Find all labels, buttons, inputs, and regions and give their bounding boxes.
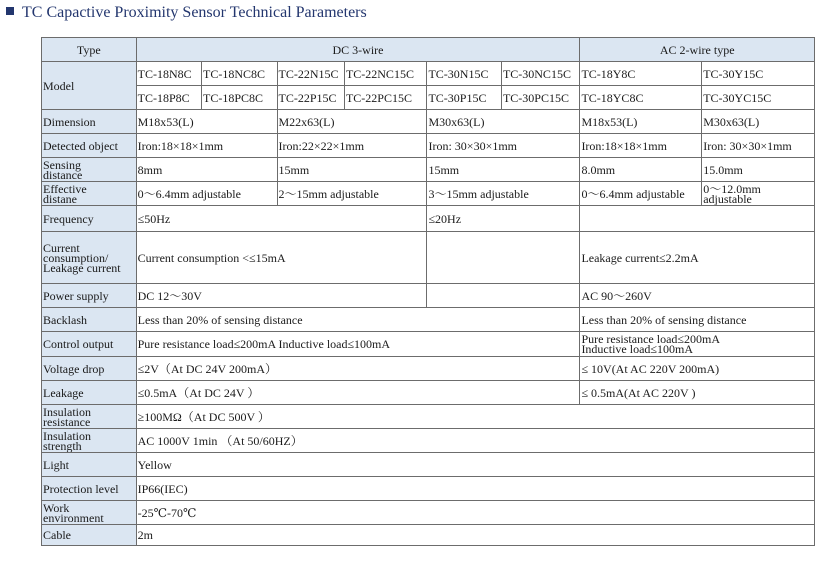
label-line: Insulation bbox=[43, 428, 91, 443]
current-row bbox=[42, 232, 815, 284]
label-line: Leakage current bbox=[43, 260, 121, 275]
insulation-resistance-label bbox=[42, 405, 137, 429]
power-supply-dc: DC 12～30V bbox=[136, 284, 427, 308]
model-row-1 bbox=[42, 62, 815, 86]
insulation-strength-row bbox=[42, 429, 815, 453]
model-cell: TC-30PC15C bbox=[501, 86, 580, 110]
effective-distance-row bbox=[42, 182, 815, 206]
backlash-row bbox=[42, 308, 815, 332]
header-row bbox=[42, 38, 815, 62]
frequency-value-ac bbox=[580, 206, 815, 232]
voltage-drop-ac: ≤ 10V(At AC 220V 200mA) bbox=[580, 357, 815, 381]
model-cell: TC-18N8C bbox=[136, 62, 201, 86]
dimension-row bbox=[42, 110, 815, 134]
detected-object-value: Iron: 30×30×1mm bbox=[702, 134, 815, 158]
light-label: Light bbox=[42, 453, 137, 477]
dimension-label: Dimension bbox=[42, 110, 137, 134]
ac-header: AC 2-wire type bbox=[580, 38, 815, 62]
dimension-value: M18x53(L) bbox=[136, 110, 277, 134]
current-ac-value: Leakage current≤2.2mA bbox=[580, 232, 815, 284]
light-row bbox=[42, 453, 815, 477]
protection-level-row bbox=[42, 477, 815, 501]
power-supply-ac: AC 90～260V bbox=[580, 284, 815, 308]
model-cell: TC-22P15C bbox=[277, 86, 344, 110]
model-cell: TC-30N15C bbox=[427, 62, 501, 86]
label-line: Sensing bbox=[43, 157, 82, 172]
type-header: Type bbox=[42, 38, 137, 62]
power-supply-dc-empty bbox=[427, 284, 580, 308]
effective-distance-value: 0～6.4mm adjustable bbox=[580, 182, 702, 206]
sensing-distance-value: 8mm bbox=[136, 158, 277, 182]
cable-value: 2m bbox=[136, 525, 814, 546]
model-cell: TC-30YC15C bbox=[702, 86, 815, 110]
effective-distance-label bbox=[42, 182, 137, 206]
protection-level-label: Protection level bbox=[42, 477, 137, 501]
control-output-dc: Pure resistance load≤200mA Inductive load≤100mA bbox=[136, 332, 580, 357]
sensing-distance-value: 15mm bbox=[427, 158, 580, 182]
insulation-strength-value: AC 1000V 1min （At 50/60HZ） bbox=[136, 429, 814, 453]
voltage-drop-dc: ≤2V（At DC 24V 200mA） bbox=[136, 357, 580, 381]
leakage-dc: ≤0.5mA（At DC 24V ） bbox=[136, 381, 580, 405]
title-text: TC Capactive Proximity Sensor Technical Parameters bbox=[22, 4, 367, 21]
detected-object-label: Detected object bbox=[42, 134, 137, 158]
model-cell: TC-30NC15C bbox=[501, 62, 580, 86]
label-line: distance bbox=[43, 167, 83, 182]
voltage-drop-row bbox=[42, 357, 815, 381]
model-cell: TC-18P8C bbox=[136, 86, 201, 110]
insulation-strength-label bbox=[42, 429, 137, 453]
voltage-drop-label: Voltage drop bbox=[42, 357, 137, 381]
dimension-value: M30x63(L) bbox=[427, 110, 580, 134]
model-cell: TC-30P15C bbox=[427, 86, 501, 110]
label-line: Current bbox=[43, 240, 80, 255]
dimension-value: M18x53(L) bbox=[580, 110, 702, 134]
sensing-distance-value: 8.0mm bbox=[580, 158, 702, 182]
power-supply-label: Power supply bbox=[42, 284, 137, 308]
backlash-dc: Less than 20% of sensing distance bbox=[136, 308, 580, 332]
current-dc-empty bbox=[427, 232, 580, 284]
spec-table bbox=[41, 37, 815, 546]
square-bullet-icon bbox=[6, 7, 14, 15]
protection-level-value: IP66(IEC) bbox=[136, 477, 814, 501]
value-line: Inductive load≤100mA bbox=[581, 342, 693, 356]
model-cell: TC-18YC8C bbox=[580, 86, 702, 110]
label-line: distane bbox=[43, 191, 77, 206]
control-output-label: Control output bbox=[42, 332, 137, 357]
work-environment-value: -25℃-70℃ bbox=[136, 501, 814, 525]
leakage-ac: ≤ 0.5mA(At AC 220V ) bbox=[580, 381, 815, 405]
model-label: Model bbox=[42, 62, 137, 110]
dimension-value: M30x63(L) bbox=[702, 110, 815, 134]
dc-header: DC 3-wire bbox=[136, 38, 580, 62]
effective-distance-value: 3～15mm adjustable bbox=[427, 182, 580, 206]
frequency-label: Frequency bbox=[42, 206, 137, 232]
work-environment-label bbox=[42, 501, 137, 525]
label-line: Work bbox=[43, 500, 70, 515]
sensing-distance-label bbox=[42, 158, 137, 182]
effective-distance-value bbox=[702, 182, 815, 206]
backlash-label: Backlash bbox=[42, 308, 137, 332]
model-cell: TC-22N15C bbox=[277, 62, 344, 86]
model-cell: TC-22NC15C bbox=[344, 62, 427, 86]
model-cell: TC-18Y8C bbox=[580, 62, 702, 86]
detected-object-row bbox=[42, 134, 815, 158]
detected-object-value: Iron:18×18×1mm bbox=[136, 134, 277, 158]
work-environment-row bbox=[42, 501, 815, 525]
label-line: Insulation bbox=[43, 404, 91, 419]
page-title bbox=[6, 3, 367, 23]
sensing-distance-row bbox=[42, 158, 815, 182]
label-line: strength bbox=[43, 438, 82, 453]
label-line: consumption/ bbox=[43, 250, 109, 265]
value-line: Pure resistance load≤200mA bbox=[581, 332, 720, 346]
frequency-value: ≤20Hz bbox=[427, 206, 580, 232]
cable-row bbox=[42, 525, 815, 546]
model-cell: TC-22PC15C bbox=[344, 86, 427, 110]
leakage-row bbox=[42, 381, 815, 405]
light-value: Yellow bbox=[136, 453, 814, 477]
insulation-resistance-value: ≥100MΩ（At DC 500V ） bbox=[136, 405, 814, 429]
model-cell: TC-18NC8C bbox=[202, 62, 277, 86]
value-line: 0～12.0mm bbox=[703, 181, 761, 196]
sensing-distance-value: 15mm bbox=[277, 158, 427, 182]
insulation-resistance-row bbox=[42, 405, 815, 429]
power-supply-row bbox=[42, 284, 815, 308]
label-line: resistance bbox=[43, 414, 91, 429]
model-row-2 bbox=[42, 86, 815, 110]
effective-distance-value: 2～15mm adjustable bbox=[277, 182, 427, 206]
detected-object-value: Iron:18×18×1mm bbox=[580, 134, 702, 158]
model-cell: TC-30Y15C bbox=[702, 62, 815, 86]
label-line: Effective bbox=[43, 181, 87, 196]
detected-object-value: Iron:22×22×1mm bbox=[277, 134, 427, 158]
model-cell: TC-18PC8C bbox=[202, 86, 277, 110]
control-output-row bbox=[42, 332, 815, 357]
leakage-label: Leakage bbox=[42, 381, 137, 405]
detected-object-value: Iron: 30×30×1mm bbox=[427, 134, 580, 158]
backlash-ac: Less than 20% of sensing distance bbox=[580, 308, 815, 332]
current-dc-value: Current consumption <≤15mA bbox=[136, 232, 427, 284]
value-line: adjustable bbox=[703, 191, 752, 206]
dimension-value: M22x63(L) bbox=[277, 110, 427, 134]
control-output-ac bbox=[580, 332, 815, 357]
current-label bbox=[42, 232, 137, 284]
frequency-value: ≤50Hz bbox=[136, 206, 427, 232]
effective-distance-value: 0～6.4mm adjustable bbox=[136, 182, 277, 206]
cable-label: Cable bbox=[42, 525, 137, 546]
frequency-row bbox=[42, 206, 815, 232]
sensing-distance-value: 15.0mm bbox=[702, 158, 815, 182]
label-line: environment bbox=[43, 510, 104, 525]
